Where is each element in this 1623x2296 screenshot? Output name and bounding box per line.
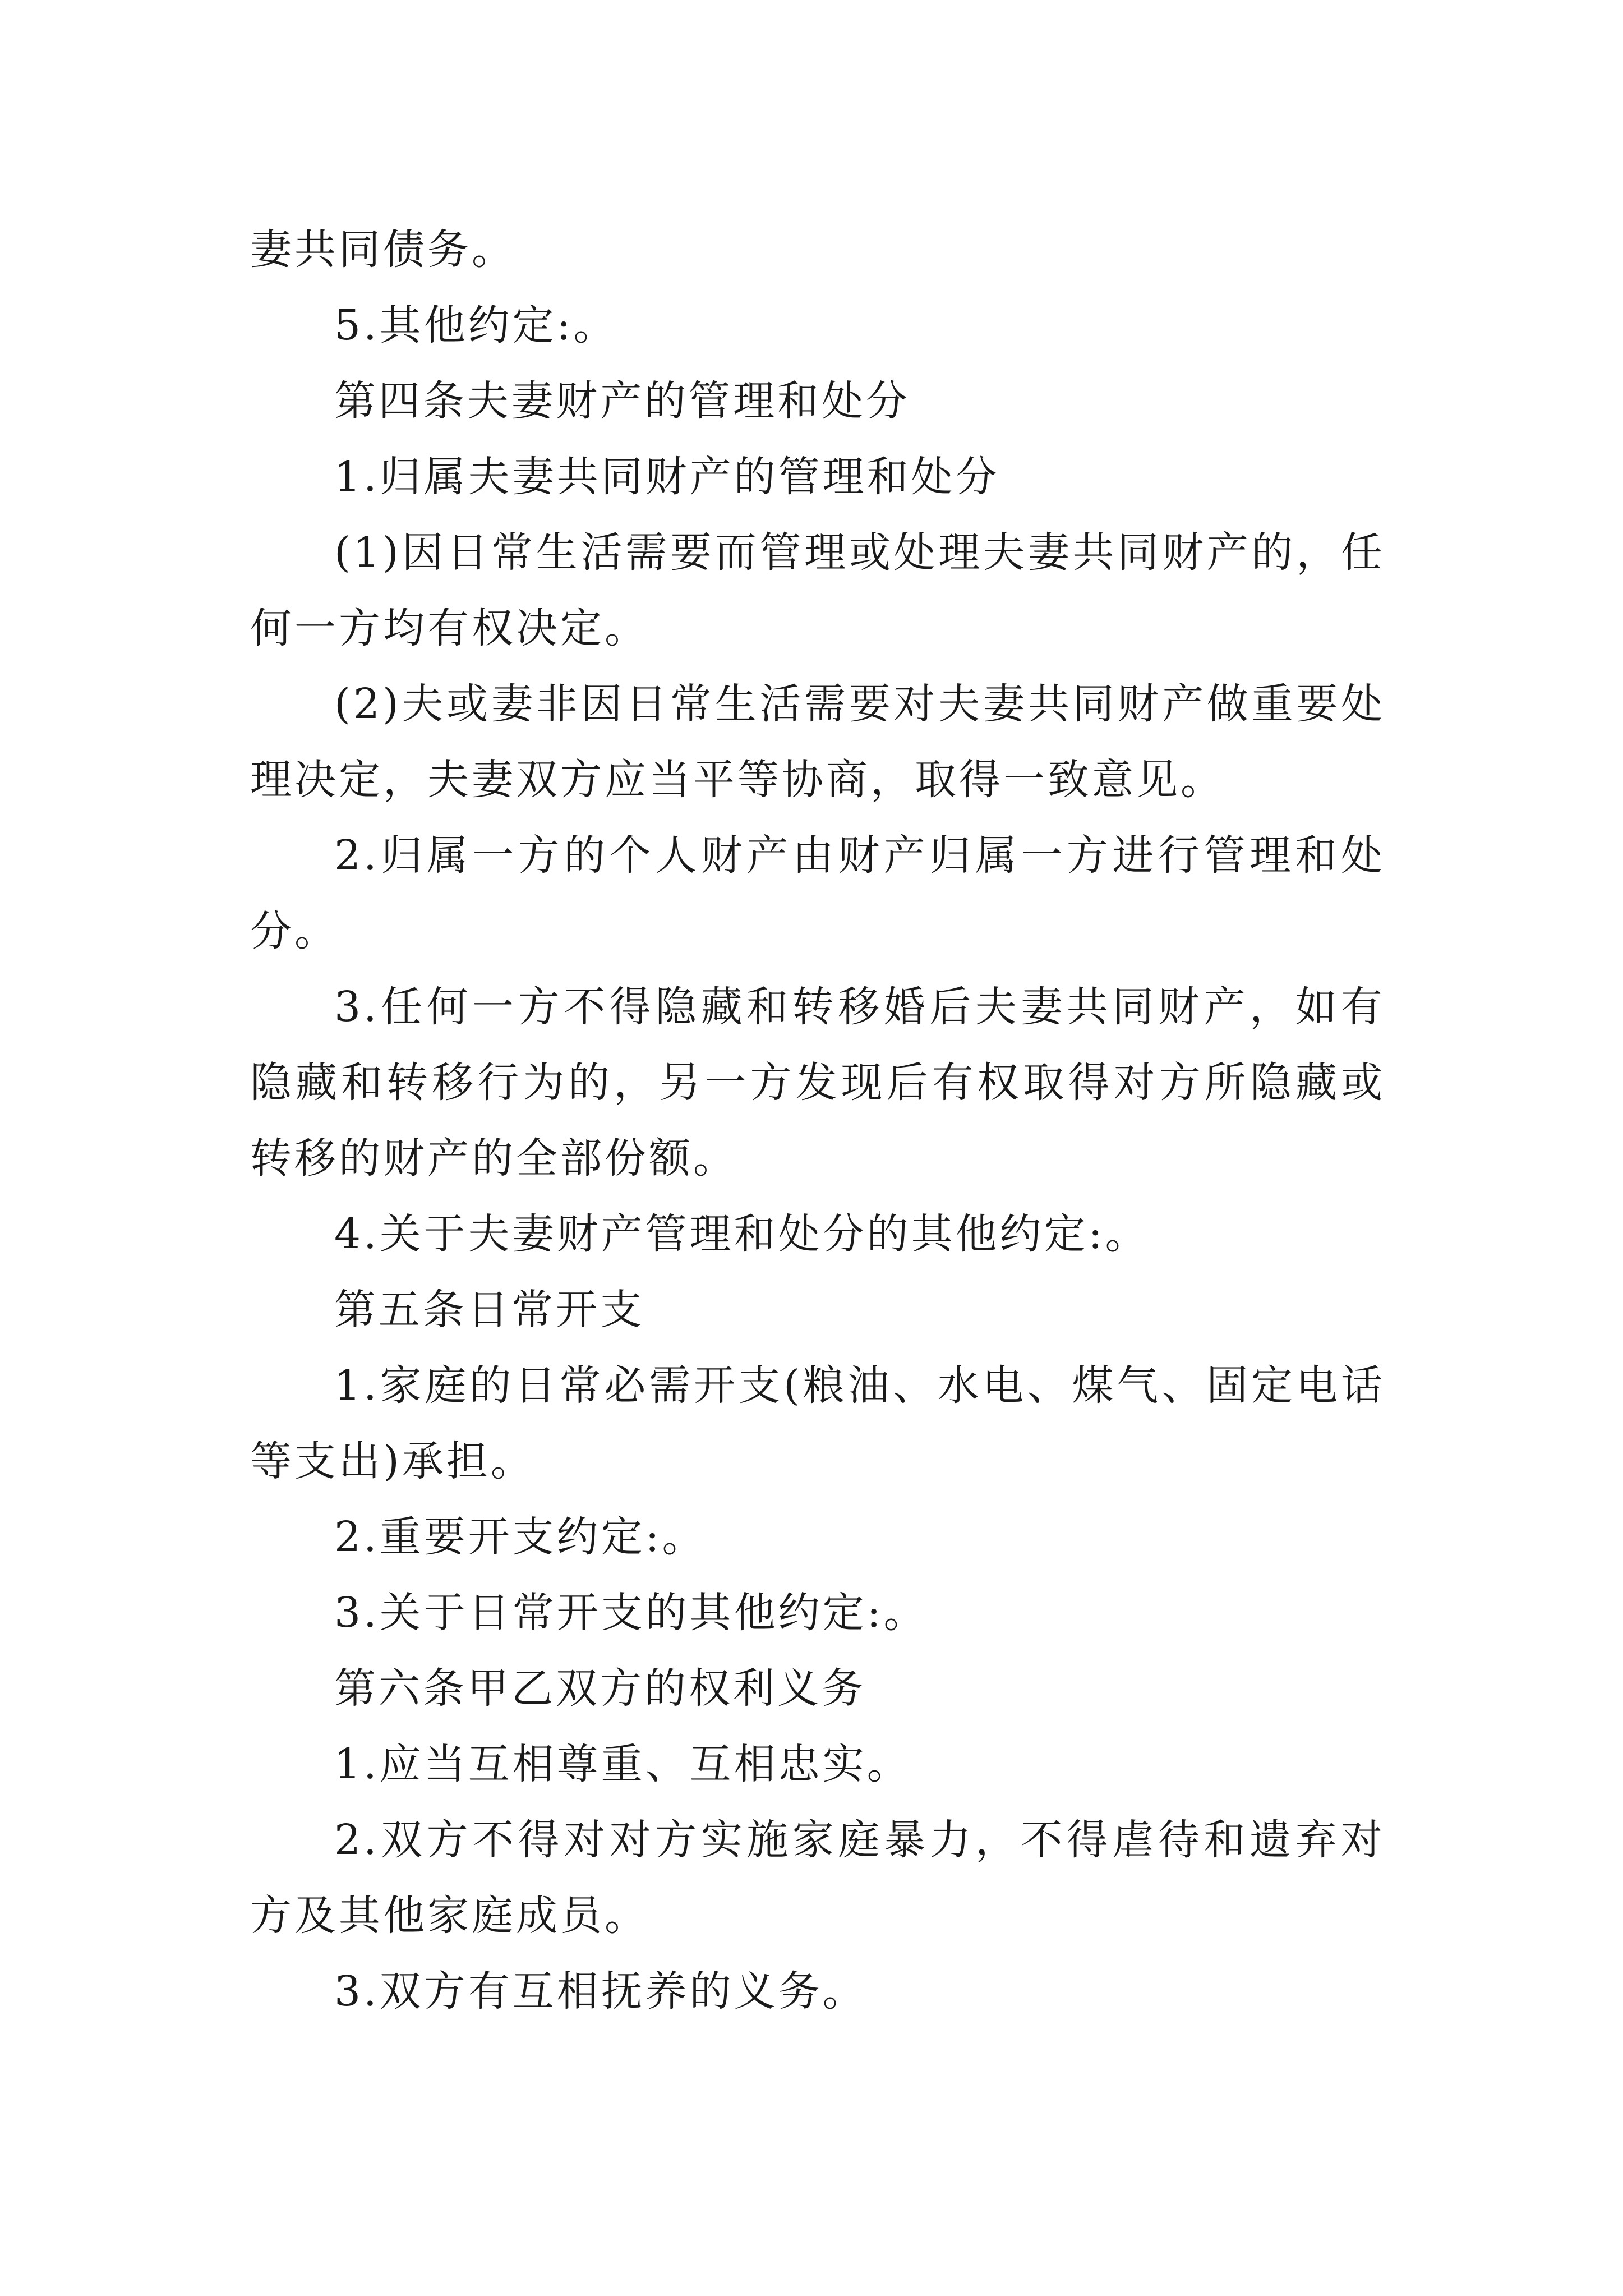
article-6-heading: 第六条甲乙双方的权利义务 (334, 1664, 866, 1713)
paragraph-rights-item-2: 2.双方不得对对方实施家庭暴力，不得虐待和遗弃对方及其他家庭成员。 (250, 1816, 1385, 1940)
paragraph-expense-item-1: 1.家庭的日常必需开支(粮油、水电、煤气、固定电话等支出)承担。 (250, 1361, 1385, 1485)
paragraph-rights-item-1: 1.应当互相尊重、互相忠实。 (334, 1740, 911, 1788)
paragraph-subitem-2: (2)夫或妻非因日常生活需要对夫妻共同财产做重要处理决定，夫妻双方应当平等协商，取得一致意见。 (250, 680, 1385, 804)
article-4-heading: 第四条夫妻财产的管理和处分 (334, 377, 910, 425)
article-5-heading: 第五条日常开支 (334, 1286, 644, 1334)
paragraph-expense-item-2: 2.重要开支约定:。 (334, 1513, 707, 1561)
paragraph-item-5-other-agreement: 5.其他约定:。 (334, 301, 618, 349)
paragraph-item-1: 1.归属夫妻共同财产的管理和处分 (334, 453, 1000, 501)
paragraph-expense-item-3: 3.关于日常开支的其他约定:。 (334, 1589, 928, 1637)
paragraph-item-2: 2.归属一方的个人财产由财产归属一方进行管理和处分。 (250, 831, 1385, 955)
paragraph-subitem-1: (1)因日常生活需要而管理或处理夫妻共同财产的，任何一方均有权决定。 (250, 528, 1385, 652)
document-body (250, 212, 1385, 2030)
paragraph-item-4: 4.关于夫妻财产管理和处分的其他约定:。 (334, 1210, 1150, 1258)
paragraph-continuation: 妻共同债务。 (250, 226, 516, 274)
paragraph-item-3: 3.任何一方不得隐藏和转移婚后夫妻共同财产，如有隐藏和转移行为的，另一方发现后有权取得对方所隐藏或转移的财产的全部份额。 (250, 983, 1385, 1182)
paragraph-rights-item-3: 3.双方有互相抚养的义务。 (334, 1967, 867, 2016)
